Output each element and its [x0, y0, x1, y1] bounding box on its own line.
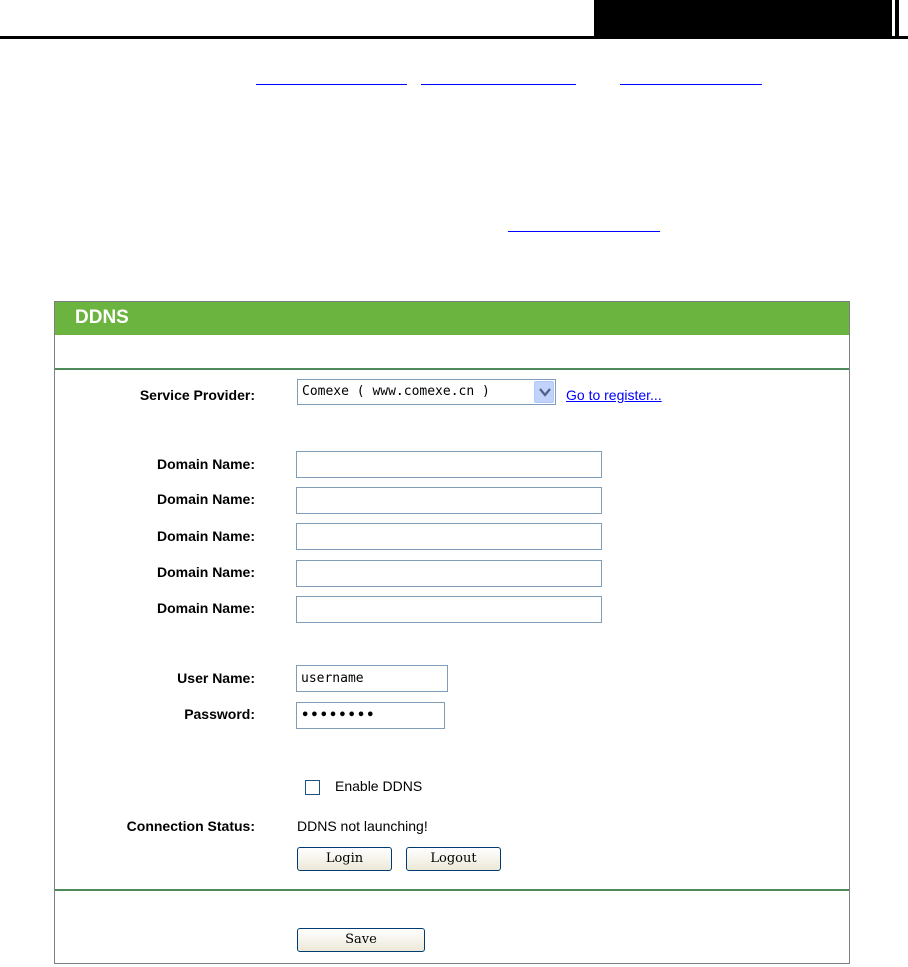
panel-title-bar [55, 302, 849, 335]
domain-name-input-1[interactable] [296, 451, 602, 478]
domain-name-label-3: Domain Name: [156, 528, 255, 544]
service-provider-label: Service Provider: [139, 387, 255, 403]
panel-title: DDNS [75, 307, 129, 328]
domain-name-label-2: Domain Name: [156, 491, 255, 507]
doc-link-2[interactable] [421, 84, 576, 85]
user-name-input[interactable] [296, 665, 448, 692]
domain-name-label-1: Domain Name: [156, 456, 255, 472]
service-provider-value: Comexe ( www.comexe.cn ) [302, 384, 490, 399]
top-divider [55, 368, 849, 370]
service-provider-select[interactable] [297, 379, 556, 405]
chevron-down-icon[interactable] [534, 381, 554, 403]
connection-status-label: Connection Status: [126, 818, 255, 834]
ddns-panel [54, 301, 850, 964]
enable-ddns-checkbox[interactable] [305, 780, 320, 795]
domain-name-input-2[interactable] [296, 487, 602, 514]
domain-name-input-5[interactable] [296, 596, 602, 623]
doc-link-3[interactable] [620, 84, 762, 85]
doc-link-1[interactable] [256, 84, 407, 85]
save-button[interactable]: Save [297, 928, 425, 952]
domain-name-label-4: Domain Name: [156, 564, 255, 580]
password-label: Password: [184, 706, 255, 722]
enable-ddns-label: Enable DDNS [335, 778, 423, 794]
login-button[interactable]: Login [297, 847, 392, 871]
connection-status-value: DDNS not launching! [297, 818, 428, 834]
document-header-block [594, 0, 892, 37]
logout-button[interactable]: Logout [406, 847, 501, 871]
user-name-label: User Name: [177, 670, 255, 686]
bottom-divider [55, 889, 849, 891]
domain-name-label-5: Domain Name: [156, 600, 255, 616]
doc-link-4[interactable] [508, 231, 660, 232]
password-input[interactable] [296, 702, 445, 729]
domain-name-input-4[interactable] [296, 560, 602, 587]
document-header-tick [895, 0, 899, 37]
go-to-register-link[interactable]: Go to register... [566, 387, 662, 403]
domain-name-input-3[interactable] [296, 523, 602, 550]
